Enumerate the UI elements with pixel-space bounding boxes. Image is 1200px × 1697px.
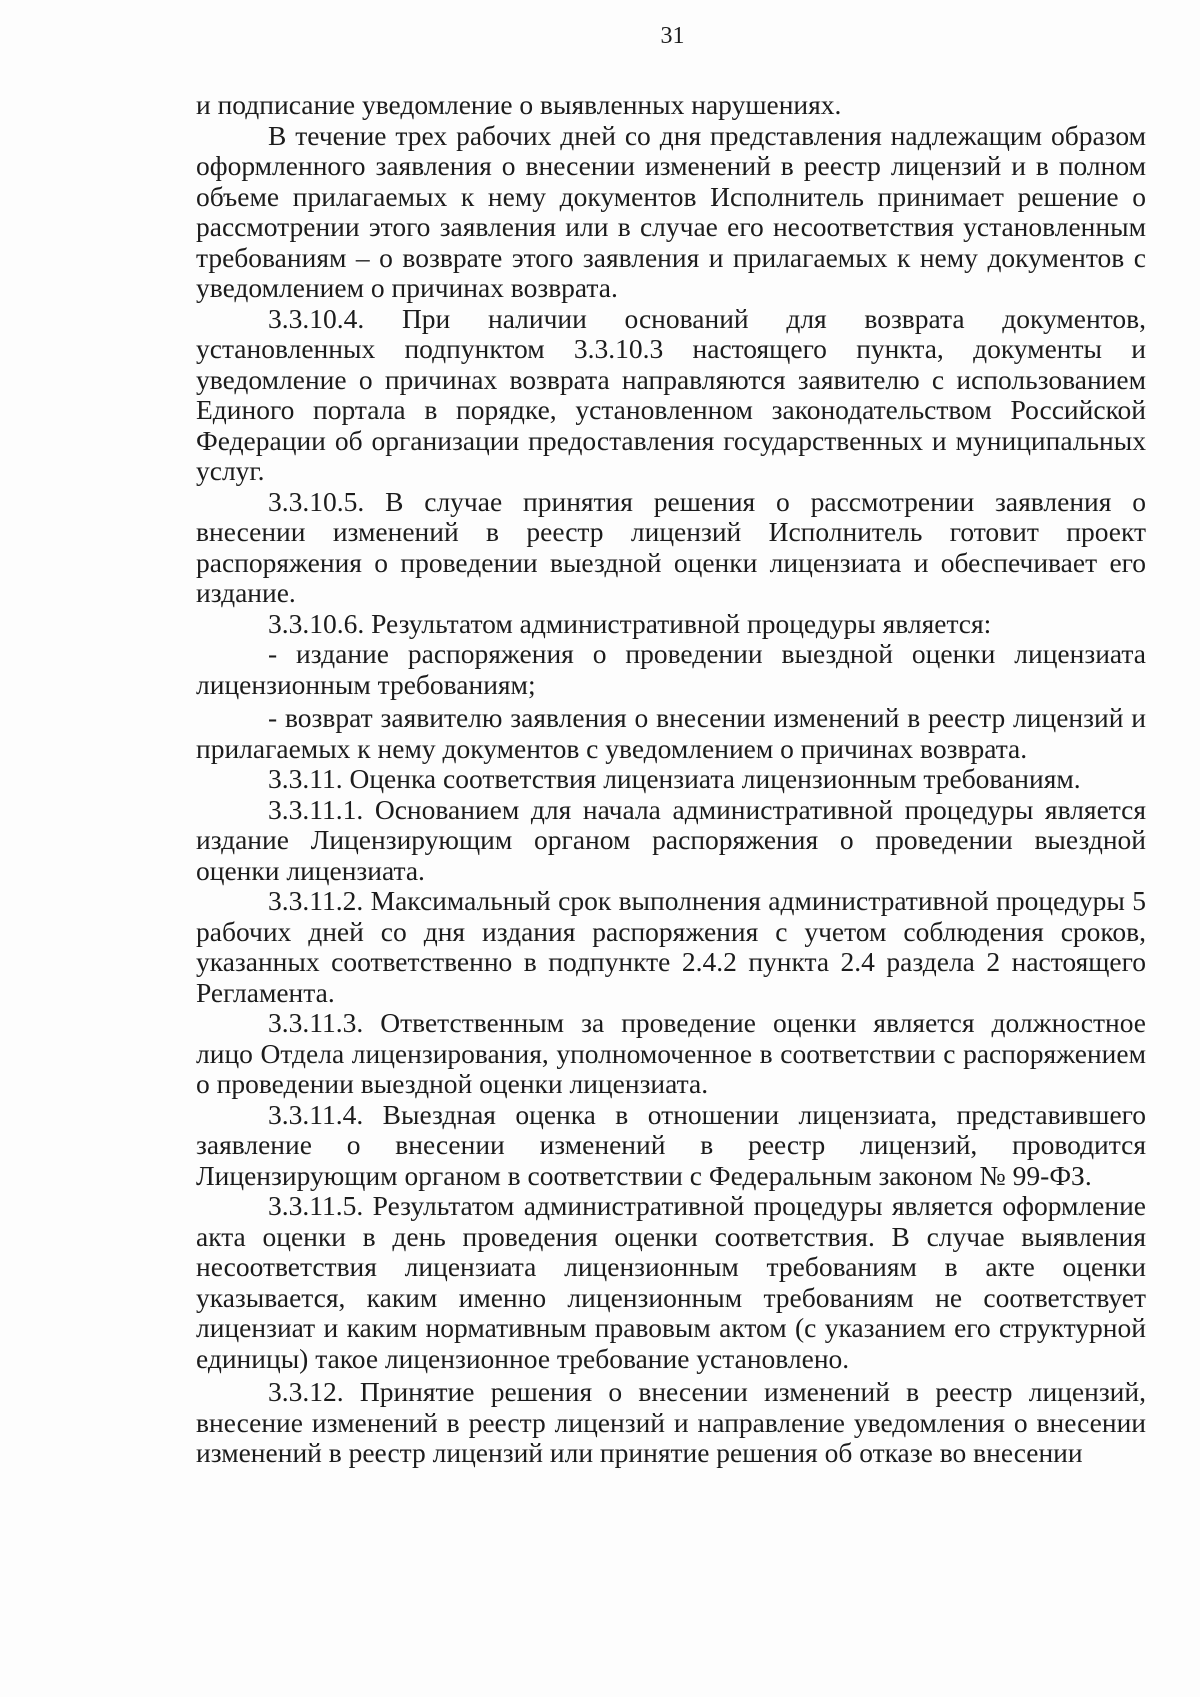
- paragraph-continuation: и подписание уведомление о выявленных нарушениях.: [196, 89, 842, 120]
- document-body: [196, 90, 1146, 1469]
- paragraph-3-3-11: 3.3.11. Оценка соответствия лицензиата лицензионным требованиям.: [268, 763, 1081, 794]
- paragraph-3-3-11-2: 3.3.11.2. Максимальный срок выполнения административной процедуры 5 рабочих дней со дня издания распоряжения с учетом соблюдения сроков, указанных соответственно в подпункте 2.4.2 пункта 2.4 раздела 2 настоящего Регламента.: [196, 885, 1146, 1008]
- paragraph-3-3-10-6: 3.3.10.6. Результатом административной процедуры является:: [268, 607, 992, 639]
- paragraph-review-period: В течение трех рабочих дней со дня представления надлежащим образом оформленного заявления о внесении изменений в реестр лицензий и в полном объеме прилагаемых к нему документов Исполнитель принимает решение о рассмотрении этого заявления или в случае его несоответствия установленным требованиям – о возврате этого заявления и прилагаемых к нему документов с уведомлением о причинах возврата.: [196, 119, 1146, 303]
- paragraph-3-3-11-5: 3.3.11.5. Результатом административной процедуры является оформление акта оценки в день проведения оценки соответствия. В случае выявления несоответствия лицензиата лицензионным требованиям в акте оценки указывается, каким именно лицензионным требованиям не соответствует лицензиат и каким нормативным правовым актом (с указанием его структурной единицы) такое лицензионное требование установлено.: [196, 1190, 1146, 1374]
- paragraph-3-3-11-4: 3.3.11.4. Выездная оценка в отношении лицензиата, представившего заявление о внесении изменений в реестр лицензий, проводится Лицензирующим органом в соответствии с Федеральным законом № 99-ФЗ.: [196, 1098, 1146, 1191]
- list-item-order-issue: - издание распоряжения о проведении выездной оценки лицензиата лицензионным требованиям;: [196, 638, 1146, 700]
- paragraph-3-3-10-5: 3.3.10.5. В случае принятия решения о рассмотрении заявления о внесении изменений в реестр лицензий Исполнитель готовит проект распоряжения о проведении выездной оценки лицензиата и обеспечивает его издание.: [196, 485, 1146, 608]
- paragraph-3-3-11-3: 3.3.11.3. Ответственным за проведение оценки является должностное лицо Отдела лицензирования, уполномоченное в соответствии с распоряжением о проведении выездной оценки лицензиата.: [196, 1007, 1146, 1099]
- paragraph-3-3-12: 3.3.12. Принятие решения о внесении изменений в реестр лицензий, внесение изменений в реестр лицензий и направление уведомления о внесении изменений в реестр лицензий или принятие решения об отказе во внесении: [196, 1376, 1146, 1468]
- paragraph-3-3-11-1: 3.3.11.1. Основанием для начала административной процедуры является издание Лицензирующим органом распоряжения о проведении выездной оценки лицензиата.: [196, 793, 1146, 886]
- page-number: 31: [660, 23, 685, 49]
- paragraph-3-3-10-4: 3.3.10.4. При наличии оснований для возврата документов, установленных подпунктом 3.3.10.3 настоящего пункта, документы и уведомление о причинах возврата направляются заявителю с использованием Единого портала в порядке, установленном законодательством Российской Федерации об организации предоставления государственных и муниципальных услуг.: [196, 302, 1146, 486]
- list-item-return-application: - возврат заявителю заявления о внесении изменений в реестр лицензий и прилагаемых к нему документов с уведомлением о причинах возврата.: [196, 702, 1146, 764]
